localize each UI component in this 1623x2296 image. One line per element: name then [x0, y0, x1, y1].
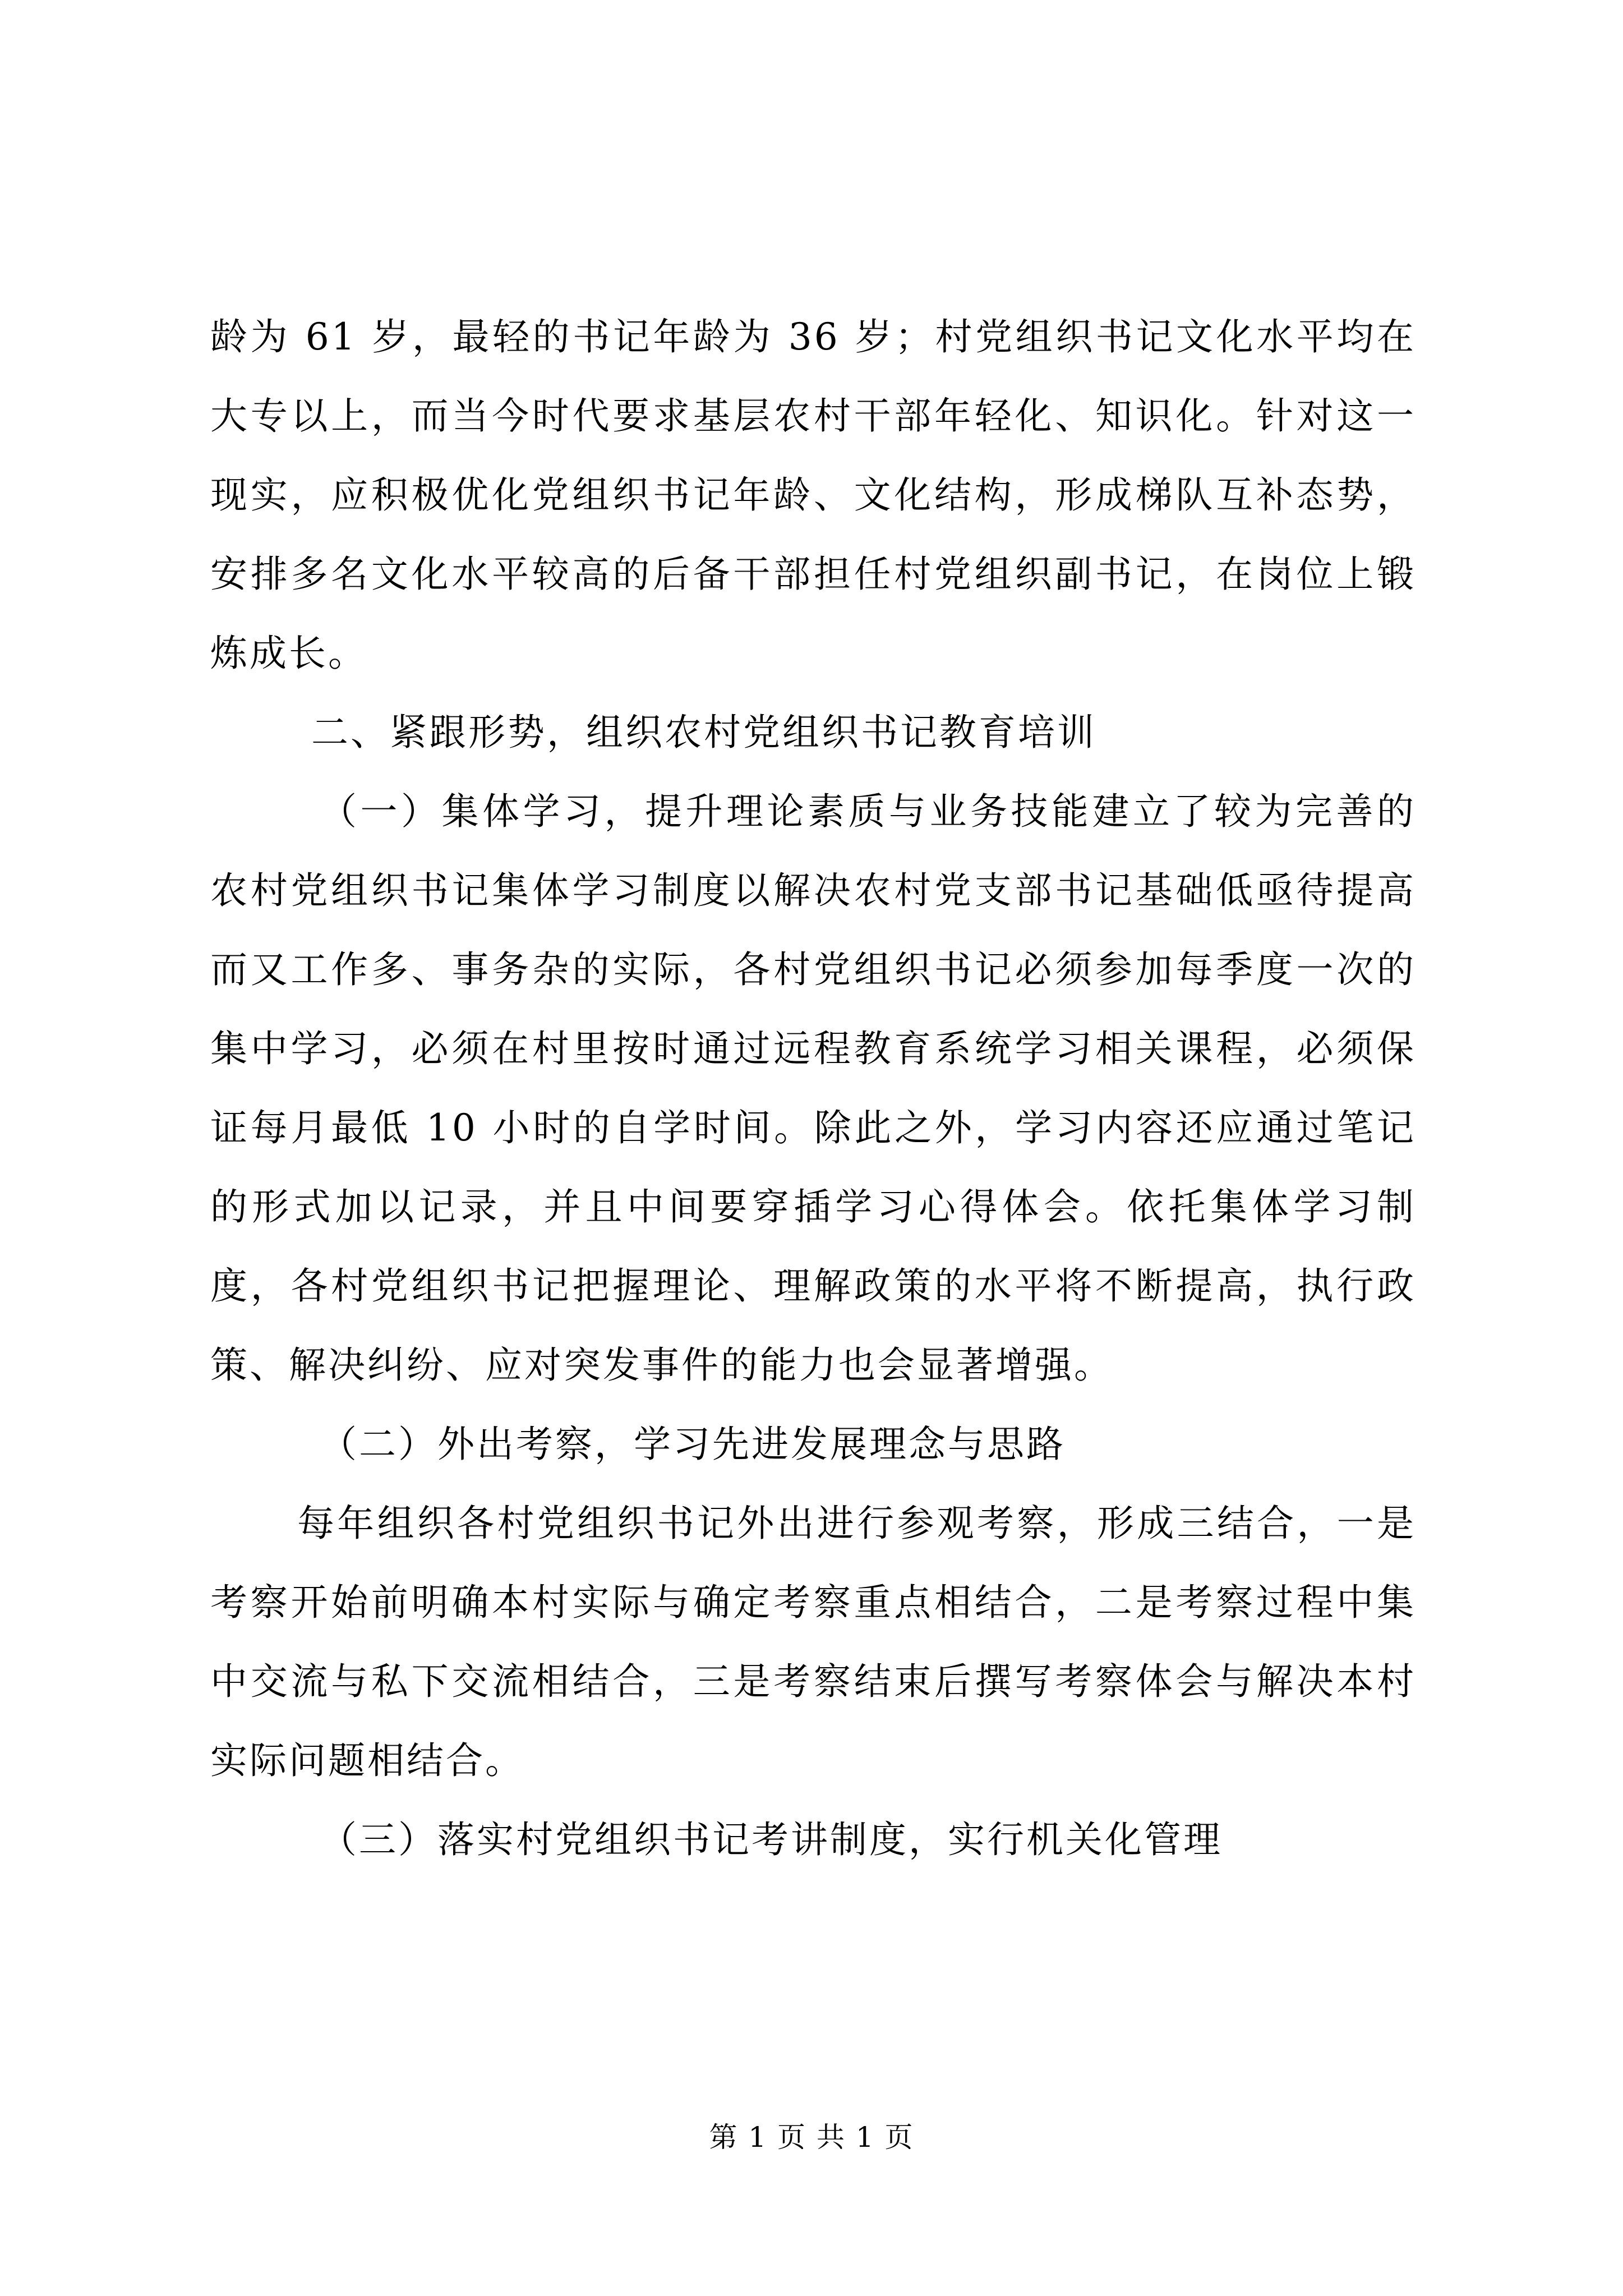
subsection-heading-inspection: （二）外出考察，学习先进发展理念与思路	[320, 1423, 1066, 1466]
document-body	[210, 297, 1416, 1879]
subsection-heading-lecture-system: （三）落实村党组织书记考讲制度，实行机关化管理	[320, 1818, 1223, 1861]
paragraph-inspection: 每年组织各村党组织书记外出进行参观考察，形成三结合，一是考察开始前明确本村实际与确定考察重点相结合，二是考察过程中集中交流与私下交流相结合，三是考察结束后撰写考察体会与解决本村实际问题相结合。	[210, 1502, 1416, 1782]
section-heading-2: 二、紧跟形势，组织农村党组织书记教育培训	[311, 711, 1096, 754]
paragraph-collective-study: （一）集体学习，提升理论素质与业务技能建立了较为完善的农村党组织书记集体学习制度以解决农村党支部书记基础低亟待提高而又工作多、事务杂的实际，各村党组织书记必须参加每季度一次的集中学习，必须在村里按时通过远程教育系统学习相关课程，必须保证每月最低 10 小时的自学时间。除此之外，学习内容还应通过笔记的形式加以记录，并且中间要穿插学习心得体会。依托集体学习制度，各村党组织书记把握理论、理解政策的水平将不断提高，执行政策、解决纠纷、应对突发事件的能力也会显著增强。	[210, 790, 1416, 1387]
page-footer: 第 1 页 共 1 页	[709, 2121, 914, 2154]
paragraph-continuation: 龄为 61 岁，最轻的书记年龄为 36 岁；村党组织书记文化水平均在大专以上，而当今时代要求基层农村干部年轻化、知识化。针对这一现实，应积极优化党组织书记年龄、文化结构，形成梯队互补态势，安排多名文化水平较高的后备干部担任村党组织副书记，在岗位上锻炼成长。	[210, 315, 1416, 675]
